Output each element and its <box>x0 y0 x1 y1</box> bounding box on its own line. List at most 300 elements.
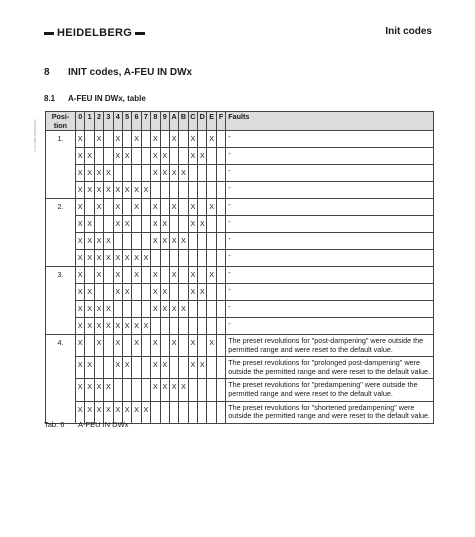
code-column-header: 2 <box>94 112 103 131</box>
code-cell: X <box>76 401 85 423</box>
code-cell <box>179 318 188 335</box>
code-column-header: 6 <box>132 112 141 131</box>
table-row <box>46 250 434 267</box>
code-cell <box>160 131 169 148</box>
code-cell: X <box>179 165 188 182</box>
code-cell <box>169 148 178 165</box>
code-cell: X <box>76 199 85 216</box>
code-cell: X <box>151 335 160 357</box>
code-cell <box>207 216 216 233</box>
code-cell <box>188 182 197 199</box>
table-row <box>46 233 434 250</box>
code-cell <box>198 199 207 216</box>
running-header-title: Init codes <box>385 26 432 37</box>
code-cell: X <box>179 301 188 318</box>
code-cell <box>141 199 150 216</box>
table-row <box>46 301 434 318</box>
code-cell: X <box>94 131 103 148</box>
code-cell: X <box>85 250 94 267</box>
code-cell <box>188 401 197 423</box>
code-cell <box>85 267 94 284</box>
code-cell <box>122 335 131 357</box>
code-cell <box>132 216 141 233</box>
code-cell: X <box>122 401 131 423</box>
code-cell <box>216 318 225 335</box>
code-cell <box>141 335 150 357</box>
code-cell <box>169 284 178 301</box>
code-cell <box>216 216 225 233</box>
table-row <box>46 357 434 379</box>
code-cell <box>198 401 207 423</box>
code-cell <box>188 379 197 401</box>
code-cell <box>198 250 207 267</box>
table-row <box>46 335 434 357</box>
code-cell: X <box>151 216 160 233</box>
code-cell: X <box>169 335 178 357</box>
fault-cell: - <box>226 233 434 250</box>
code-cell: X <box>76 148 85 165</box>
code-cell <box>85 131 94 148</box>
table-row <box>46 216 434 233</box>
code-cell: X <box>132 401 141 423</box>
code-cell: X <box>122 250 131 267</box>
code-cell: X <box>113 401 122 423</box>
code-column-header: F <box>216 112 225 131</box>
code-cell: X <box>141 250 150 267</box>
chapter-title: INIT codes, A-FEU IN DWx <box>68 67 193 78</box>
code-cell <box>132 379 141 401</box>
code-cell: X <box>85 182 94 199</box>
code-column-header: 3 <box>104 112 113 131</box>
code-cell: X <box>207 131 216 148</box>
section-title: A-FEU IN DWx, table <box>68 94 146 103</box>
code-cell: X <box>113 267 122 284</box>
code-column-header: D <box>198 112 207 131</box>
chapter-heading <box>44 67 192 78</box>
code-cell <box>216 233 225 250</box>
code-cell: X <box>85 379 94 401</box>
code-cell: X <box>85 357 94 379</box>
code-cell <box>104 216 113 233</box>
table-caption <box>44 420 128 429</box>
code-cell: X <box>188 131 197 148</box>
code-cell <box>132 357 141 379</box>
fault-cell: - <box>226 216 434 233</box>
code-cell <box>179 216 188 233</box>
code-cell: X <box>188 267 197 284</box>
code-cell: X <box>160 233 169 250</box>
fault-cell: - <box>226 148 434 165</box>
code-cell <box>188 233 197 250</box>
code-cell <box>207 165 216 182</box>
code-cell: X <box>188 335 197 357</box>
code-cell <box>160 335 169 357</box>
chapter-number: 8 <box>44 67 50 78</box>
code-cell <box>122 267 131 284</box>
code-cell: X <box>151 379 160 401</box>
code-cell <box>141 379 150 401</box>
code-cell: X <box>94 233 103 250</box>
code-cell <box>94 284 103 301</box>
code-cell: X <box>179 379 188 401</box>
code-cell: X <box>76 165 85 182</box>
code-column-header: 1 <box>85 112 94 131</box>
code-cell: X <box>113 199 122 216</box>
code-cell: X <box>160 216 169 233</box>
code-cell: X <box>94 335 103 357</box>
code-cell <box>85 199 94 216</box>
code-cell: X <box>104 318 113 335</box>
code-cell: X <box>188 216 197 233</box>
code-cell: X <box>113 131 122 148</box>
caption-text: A-FEU IN DWx <box>78 420 129 429</box>
code-cell: X <box>160 357 169 379</box>
code-cell <box>104 335 113 357</box>
code-column-header: 0 <box>76 112 85 131</box>
logo-text: HEIDELBERG <box>57 27 133 39</box>
position-cell: 3. <box>46 267 76 335</box>
code-cell: X <box>76 233 85 250</box>
code-cell <box>160 182 169 199</box>
code-cell: X <box>179 233 188 250</box>
code-cell: X <box>104 233 113 250</box>
code-column-header: B <box>179 112 188 131</box>
code-cell <box>104 267 113 284</box>
code-cell <box>169 318 178 335</box>
code-cell <box>179 284 188 301</box>
code-cell <box>188 318 197 335</box>
code-cell: X <box>76 301 85 318</box>
code-cell <box>179 250 188 267</box>
code-cell: X <box>169 379 178 401</box>
code-cell <box>141 216 150 233</box>
code-cell: X <box>94 165 103 182</box>
code-cell: X <box>198 148 207 165</box>
code-cell: X <box>104 401 113 423</box>
table-row <box>46 182 434 199</box>
code-cell <box>179 267 188 284</box>
code-cell: X <box>207 267 216 284</box>
code-cell: X <box>169 131 178 148</box>
code-cell <box>216 250 225 267</box>
code-cell: X <box>151 148 160 165</box>
code-cell <box>179 131 188 148</box>
code-cell: X <box>151 199 160 216</box>
fault-cell: - <box>226 165 434 182</box>
code-cell <box>132 233 141 250</box>
code-cell: X <box>132 131 141 148</box>
code-cell: X <box>151 165 160 182</box>
code-cell: X <box>160 284 169 301</box>
code-cell <box>169 216 178 233</box>
code-cell: X <box>76 182 85 199</box>
code-cell: X <box>113 182 122 199</box>
code-cell: X <box>188 148 197 165</box>
code-cell: X <box>122 318 131 335</box>
table-body <box>46 131 434 424</box>
code-cell: X <box>198 284 207 301</box>
fault-cell: - <box>226 131 434 148</box>
code-cell <box>198 165 207 182</box>
code-cell <box>160 250 169 267</box>
code-cell <box>151 401 160 423</box>
code-cell: X <box>160 379 169 401</box>
code-cell: X <box>122 284 131 301</box>
code-cell: X <box>104 379 113 401</box>
code-cell: X <box>76 335 85 357</box>
code-cell <box>216 335 225 357</box>
code-cell: X <box>85 233 94 250</box>
code-cell: X <box>113 148 122 165</box>
heidelberg-logo <box>44 26 145 40</box>
code-cell <box>216 267 225 284</box>
position-cell: 1. <box>46 131 76 199</box>
code-cell <box>94 357 103 379</box>
code-cell: X <box>76 284 85 301</box>
code-cell: X <box>151 233 160 250</box>
code-cell <box>113 233 122 250</box>
code-cell: X <box>94 199 103 216</box>
code-cell <box>207 250 216 267</box>
code-cell: X <box>85 148 94 165</box>
code-cell: X <box>76 131 85 148</box>
code-cell <box>216 148 225 165</box>
code-cell <box>188 165 197 182</box>
code-cell <box>122 233 131 250</box>
code-cell <box>122 199 131 216</box>
code-cell <box>179 335 188 357</box>
code-cell: X <box>94 318 103 335</box>
code-cell: X <box>151 131 160 148</box>
code-cell: X <box>141 182 150 199</box>
code-cell <box>132 301 141 318</box>
code-cell: X <box>94 250 103 267</box>
code-cell: X <box>169 301 178 318</box>
code-cell: X <box>160 301 169 318</box>
code-cell: X <box>198 357 207 379</box>
table-row <box>46 318 434 335</box>
code-cell: X <box>85 284 94 301</box>
code-cell: X <box>198 216 207 233</box>
code-cell <box>169 357 178 379</box>
code-cell: X <box>94 379 103 401</box>
code-cell <box>207 401 216 423</box>
fault-cell: - <box>226 284 434 301</box>
code-cell <box>169 182 178 199</box>
fault-cell: The preset revolutions for "prolonged post-dampening" were outside the permitted range and were reset to the default value. <box>226 357 434 379</box>
code-cell <box>216 301 225 318</box>
fault-cell: The preset revolutions for "shortened predampening" were outside the permitted range and were reset to the default value. <box>226 401 434 423</box>
code-column-header: 7 <box>141 112 150 131</box>
code-cell: X <box>76 318 85 335</box>
table-row <box>46 199 434 216</box>
code-cell: X <box>188 284 197 301</box>
code-cell <box>104 148 113 165</box>
fault-cell: The preset revolutions for "predampening" were outside the permitted range and were reset to the default value. <box>226 379 434 401</box>
code-cell <box>104 131 113 148</box>
table-row <box>46 379 434 401</box>
code-cell: X <box>141 318 150 335</box>
code-cell <box>132 284 141 301</box>
position-cell: 4. <box>46 335 76 424</box>
code-cell <box>198 379 207 401</box>
code-cell <box>179 148 188 165</box>
code-cell <box>179 199 188 216</box>
code-cell <box>94 216 103 233</box>
code-cell <box>141 131 150 148</box>
faults-header: Faults <box>226 112 434 131</box>
code-cell <box>216 357 225 379</box>
code-cell: X <box>160 148 169 165</box>
code-column-header: A <box>169 112 178 131</box>
code-cell: X <box>104 250 113 267</box>
code-column-header: 4 <box>113 112 122 131</box>
code-cell: X <box>76 357 85 379</box>
code-cell <box>207 301 216 318</box>
code-cell <box>113 165 122 182</box>
code-cell <box>160 199 169 216</box>
init-codes-table <box>45 111 434 424</box>
code-column-header: 8 <box>151 112 160 131</box>
code-cell: X <box>85 401 94 423</box>
code-cell: X <box>113 250 122 267</box>
code-cell: X <box>104 165 113 182</box>
document-reference: 2.700.0000.0000000000 <box>33 119 37 152</box>
code-cell <box>141 357 150 379</box>
code-cell: X <box>76 267 85 284</box>
code-cell: X <box>85 165 94 182</box>
code-cell <box>113 379 122 401</box>
logo-rule-right <box>135 32 145 35</box>
code-cell <box>216 131 225 148</box>
code-cell: X <box>94 401 103 423</box>
position-cell: 2. <box>46 199 76 267</box>
code-cell <box>179 357 188 379</box>
code-cell <box>104 357 113 379</box>
code-cell: X <box>169 267 178 284</box>
code-cell <box>151 318 160 335</box>
code-cell: X <box>132 199 141 216</box>
code-cell: X <box>113 335 122 357</box>
caption-label: Tab. 6 <box>44 420 65 429</box>
code-cell: X <box>113 216 122 233</box>
code-cell: X <box>85 301 94 318</box>
code-cell <box>216 379 225 401</box>
code-cell: X <box>151 301 160 318</box>
position-header: Posi-tion <box>46 112 76 131</box>
code-cell <box>216 182 225 199</box>
code-cell: X <box>104 301 113 318</box>
code-cell <box>122 301 131 318</box>
code-cell <box>207 357 216 379</box>
code-cell <box>132 148 141 165</box>
code-cell <box>169 250 178 267</box>
code-cell <box>104 199 113 216</box>
code-column-header: C <box>188 112 197 131</box>
code-cell <box>141 148 150 165</box>
code-cell: X <box>76 250 85 267</box>
code-cell <box>141 284 150 301</box>
code-cell <box>132 165 141 182</box>
code-cell <box>216 284 225 301</box>
code-cell <box>198 131 207 148</box>
code-cell <box>207 182 216 199</box>
code-cell <box>216 401 225 423</box>
code-cell <box>198 301 207 318</box>
code-cell: X <box>122 357 131 379</box>
code-cell <box>151 250 160 267</box>
table-header-row <box>46 112 434 131</box>
table-row <box>46 284 434 301</box>
code-cell: X <box>169 165 178 182</box>
code-cell <box>104 284 113 301</box>
code-cell <box>141 165 150 182</box>
code-cell <box>141 301 150 318</box>
fault-cell: The preset revolutions for "post-dampening" were outside the permitted range and were reset to the default value. <box>226 335 434 357</box>
code-column-header: 9 <box>160 112 169 131</box>
table-row <box>46 165 434 182</box>
code-cell <box>216 199 225 216</box>
code-cell <box>85 335 94 357</box>
code-cell <box>198 318 207 335</box>
code-cell: X <box>132 335 141 357</box>
code-cell: X <box>132 250 141 267</box>
code-cell <box>160 267 169 284</box>
code-cell: X <box>141 401 150 423</box>
code-cell: X <box>132 182 141 199</box>
code-cell: X <box>151 267 160 284</box>
fault-cell: - <box>226 267 434 284</box>
code-cell <box>188 250 197 267</box>
code-cell: X <box>151 284 160 301</box>
code-cell: X <box>169 233 178 250</box>
fault-cell: - <box>226 182 434 199</box>
code-cell <box>207 284 216 301</box>
code-cell: X <box>132 267 141 284</box>
code-cell: X <box>151 357 160 379</box>
code-cell: X <box>94 182 103 199</box>
table-row <box>46 131 434 148</box>
code-cell: X <box>94 301 103 318</box>
code-column-header: 5 <box>122 112 131 131</box>
code-cell <box>160 401 169 423</box>
code-cell <box>141 233 150 250</box>
code-cell <box>198 335 207 357</box>
code-cell: X <box>113 357 122 379</box>
code-cell: X <box>132 318 141 335</box>
code-cell: X <box>169 199 178 216</box>
code-cell: X <box>76 379 85 401</box>
code-cell <box>207 233 216 250</box>
code-cell <box>198 182 207 199</box>
code-cell <box>141 267 150 284</box>
fault-cell: - <box>226 250 434 267</box>
code-cell: X <box>122 216 131 233</box>
code-cell: X <box>85 216 94 233</box>
fault-cell: - <box>226 318 434 335</box>
code-cell <box>207 148 216 165</box>
table-row <box>46 148 434 165</box>
code-cell <box>169 401 178 423</box>
code-cell: X <box>113 318 122 335</box>
code-cell: X <box>188 199 197 216</box>
code-column-header: E <box>207 112 216 131</box>
logo-rule-left <box>44 32 54 35</box>
code-cell: X <box>85 318 94 335</box>
code-cell <box>122 165 131 182</box>
code-cell <box>179 182 188 199</box>
code-cell: X <box>207 335 216 357</box>
